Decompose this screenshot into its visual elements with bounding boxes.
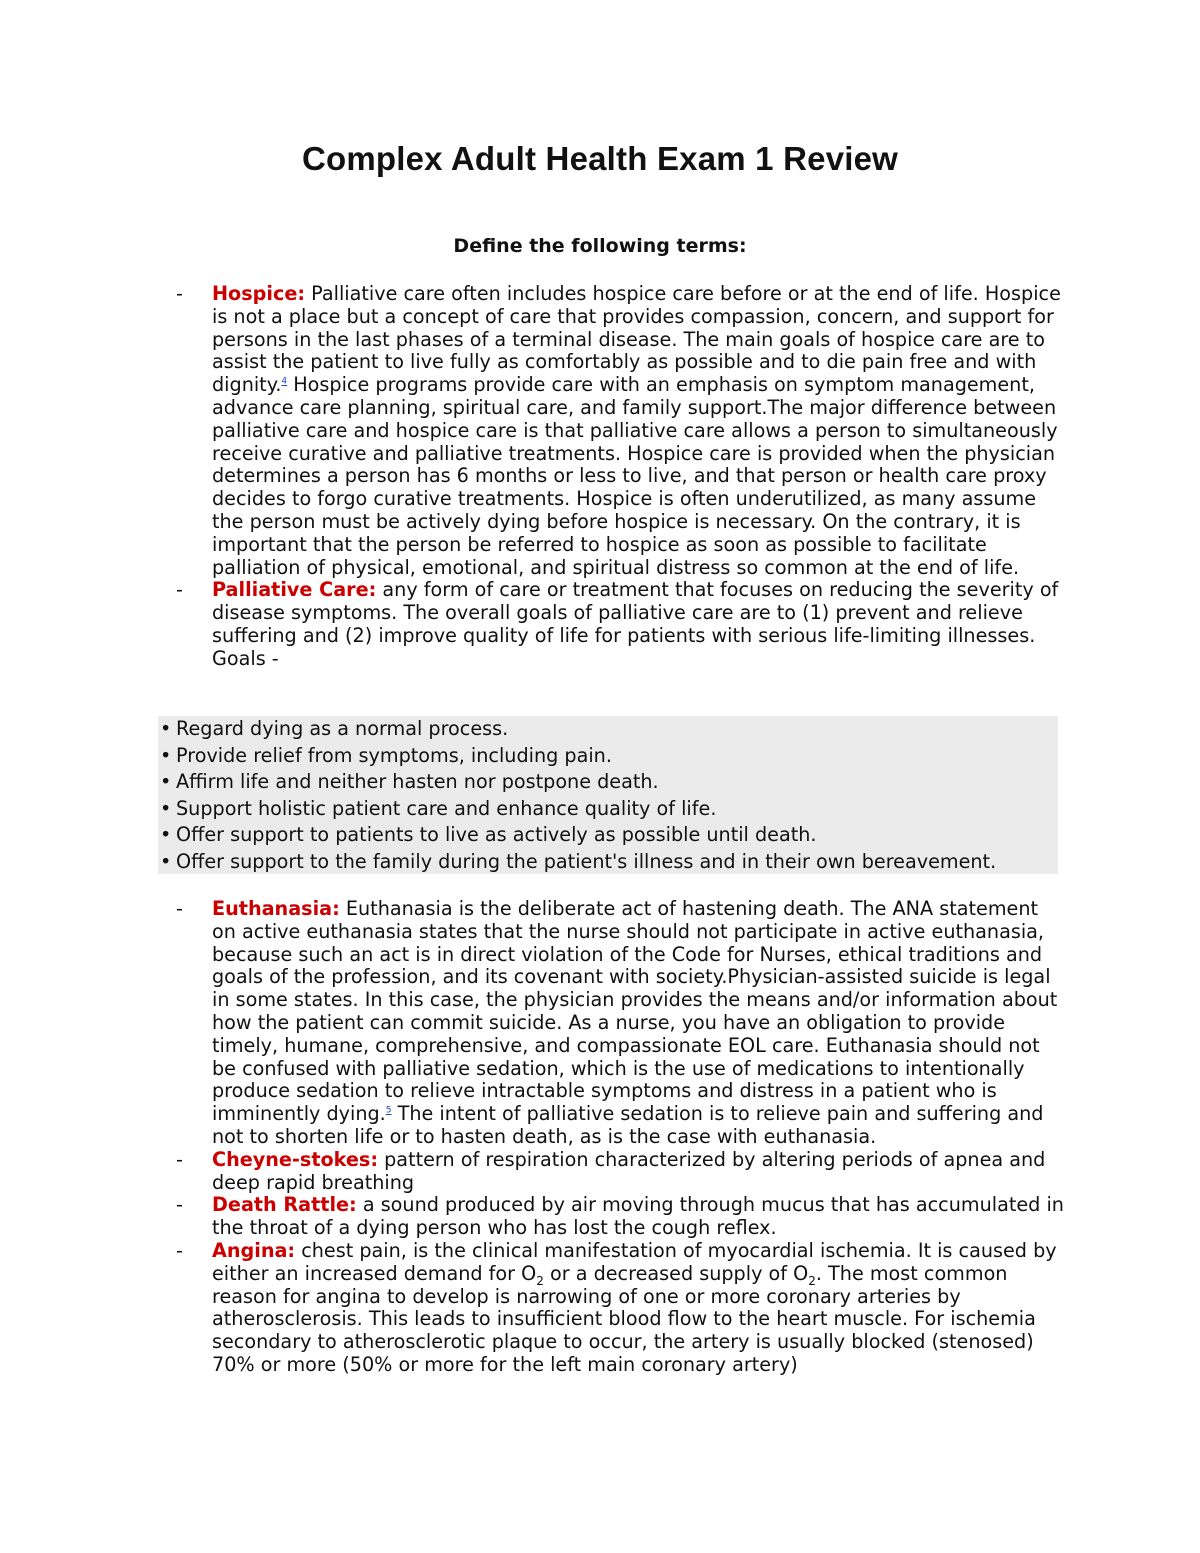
list-dash: - bbox=[176, 1193, 183, 1217]
goal-text: Affirm life and neither hasten nor postpone death. bbox=[176, 770, 659, 794]
goal-item bbox=[158, 796, 1058, 823]
goal-text: Support holistic patient care and enhance quality of life. bbox=[176, 796, 717, 820]
term-definition-continued: Hospice programs provide care with an emphasis on symptom management, advance care planning, spiritual care, and family support.The major difference between palliative care and hospice care is that palliative care allows a person to simultaneously receive curative and palliative treatments. Hospice care is provided when the physician determines a person has 6 months or less to live, and that person or health care proxy decides to forgo curative treatments. Hospice is often underutilized, as many assume the person must be actively dying before hospice is necessary. On the contrary, it is important that the person be referred to hospice as soon as possible to facilitate palliation of physical, emotional, and spiritual distress so common at the end of life. bbox=[212, 373, 1058, 579]
term-definition: a sound produced by air moving through mucus that has accumulated in the throat of a dying person who has lost the cough reflex. bbox=[212, 1193, 1064, 1240]
term-definition: any form of care or treatment that focuses on reducing the severity of disease symptoms. The overall goals of palliative care are to (1) prevent and relieve suffering and (2) improve quality of life for patients with serious life-limiting illnesses. Goals - bbox=[212, 578, 1059, 670]
bullet-icon: • bbox=[160, 743, 172, 767]
term-definition: Palliative care often includes hospice care before or at the end of life. Hospice is not a place but a concept of care that provides compassion, concern, and support for persons in the last phases of a terminal disease. The main goals of hospice care are to assist the patient to live fully as comfortably as possible and to die pain free and with dignity. bbox=[212, 282, 1061, 397]
list-dash: - bbox=[176, 1147, 183, 1171]
term-definition-continued: The intent of palliative sedation is to relieve pain and suffering and not to shorten life or to hasten death, as is the case with euthanasia. bbox=[212, 1102, 1044, 1148]
term-label: Hospice: bbox=[212, 282, 306, 305]
goal-item bbox=[158, 743, 1058, 770]
goal-text: Provide relief from symptoms, including pain. bbox=[176, 743, 612, 767]
goal-text: Regard dying as a normal process. bbox=[176, 717, 509, 740]
term-definition: chest pain, is the clinical manifestation of myocardial ischemia. It is caused by either an increased demand for O bbox=[212, 1238, 1057, 1285]
term-definition-continued: or a decreased supply of O bbox=[543, 1261, 809, 1285]
term-label: Death Rattle: bbox=[212, 1193, 357, 1217]
term-cheyne-stokes bbox=[176, 1149, 1066, 1195]
term-definition: Euthanasia is the deliberate act of hastening death. The ANA statement on active euthanasia states that the nurse should not participate in active euthanasia, because such an act is in direct violation of the Code for Nurses, ethical traditions and goals of the profession, and its covenant with society.Physician-assisted suicide is legal in some states. In this case, the physician provides the means and/or information about how the patient can commit suicide. As a nurse, you have an obligation to provide timely, humane, comprehensive, and compassionate EOL care. Euthanasia should not be confused with palliative sedation, which is the use of medications to intentionally produce sedation to relieve intractable symptoms and distress in a patient who is imminently dying. bbox=[212, 897, 1058, 1126]
footnote-link[interactable]: 5 bbox=[385, 1105, 392, 1116]
goal-item bbox=[158, 849, 1058, 876]
term-label: Angina: bbox=[212, 1238, 296, 1262]
subscript: 2 bbox=[808, 1273, 816, 1288]
term-label: Palliative Care: bbox=[212, 578, 377, 602]
section-heading: Define the following terms: bbox=[453, 235, 747, 257]
term-death-rattle bbox=[176, 1194, 1066, 1240]
term-angina bbox=[176, 1240, 1066, 1377]
terms-list-part-1 bbox=[176, 283, 1066, 671]
list-dash: - bbox=[176, 897, 183, 920]
bullet-icon: • bbox=[160, 717, 172, 740]
term-definition: pattern of respiration characterized by altering periods of apnea and deep rapid breathing bbox=[212, 1147, 1046, 1194]
palliative-goals-box bbox=[158, 716, 1058, 874]
term-palliative-care bbox=[176, 579, 1066, 670]
terms-list-part-2 bbox=[176, 898, 1066, 1377]
bullet-icon: • bbox=[160, 849, 172, 873]
term-euthanasia bbox=[176, 898, 1066, 1149]
goal-item bbox=[158, 769, 1058, 796]
term-label: Cheyne-stokes: bbox=[212, 1147, 379, 1171]
term-hospice bbox=[176, 283, 1066, 579]
footnote-link[interactable]: 4 bbox=[281, 376, 288, 387]
subscript: 2 bbox=[536, 1273, 544, 1288]
term-label: Euthanasia: bbox=[212, 897, 340, 920]
bullet-icon: • bbox=[160, 823, 172, 847]
goal-text: Offer support to patients to live as actively as possible until death. bbox=[176, 823, 817, 847]
goal-item bbox=[158, 822, 1058, 849]
goal-item bbox=[158, 716, 1058, 743]
list-dash: - bbox=[176, 282, 183, 305]
bullet-icon: • bbox=[160, 770, 172, 794]
goal-text: Offer support to the family during the patient's illness and in their own bereavement. bbox=[176, 849, 997, 873]
term-definition-end: . The most common reason for angina to develop is narrowing of one or more coronary arteries by atherosclerosis. This leads to insufficient blood flow to the heart muscle. For ischemia secondary to atherosclerotic plaque to occur, the artery is usually blocked (stenosed) 70% or more (50% or more for the left main coronary artery) bbox=[212, 1261, 1036, 1376]
list-dash: - bbox=[176, 578, 183, 602]
list-dash: - bbox=[176, 1238, 183, 1262]
bullet-icon: • bbox=[160, 796, 172, 820]
page-title: Complex Adult Health Exam 1 Review bbox=[301, 140, 899, 177]
